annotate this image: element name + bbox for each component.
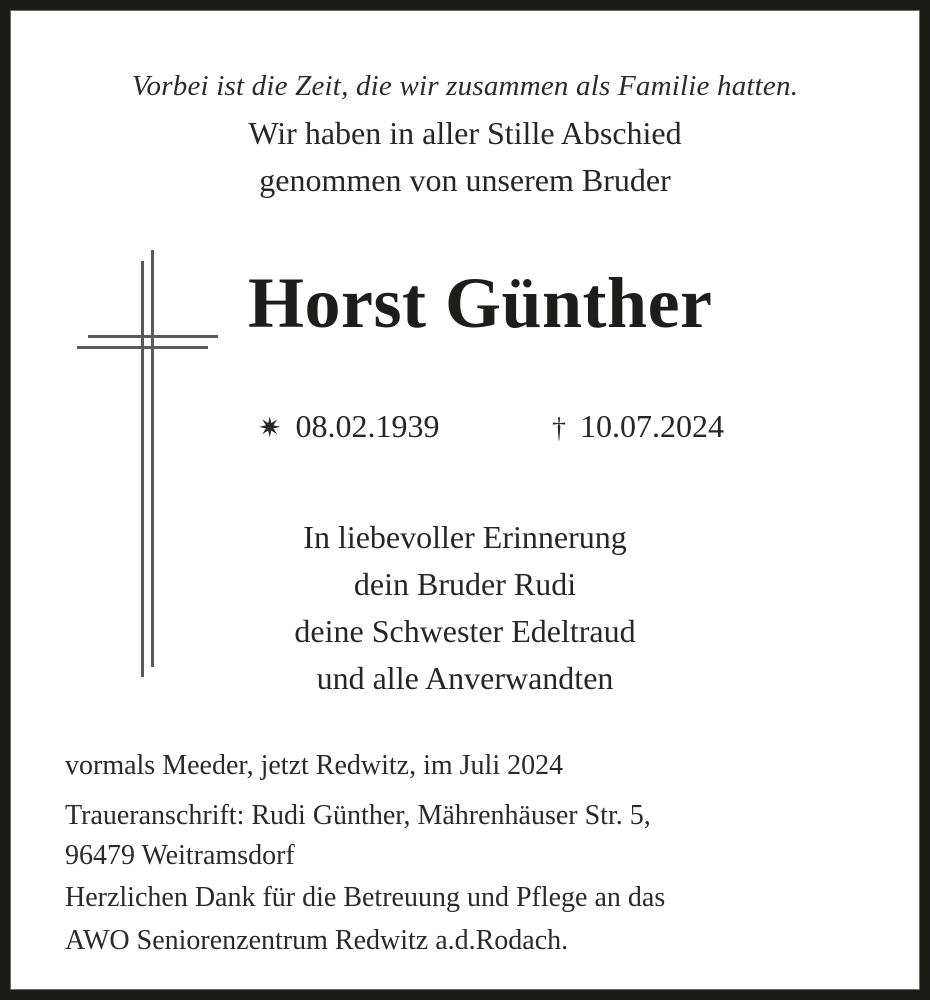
address-line-2: 96479 Weitramsdorf [65, 840, 295, 871]
mourners-line-4: und alle Anverwandten [316, 660, 614, 696]
mourners-line-3: deine Schwester Edeltraud [294, 613, 636, 649]
mourners-line-1: In liebevoller Erinnerung [303, 519, 627, 555]
address-line-1: Traueranschrift: Rudi Günther, Mährenhäuser Str. 5, [65, 800, 651, 831]
motto: Vorbei ist die Zeit, die wir zusammen als Familie hatten. [131, 70, 799, 102]
birth-date [258, 408, 439, 445]
star-icon: ✷ [258, 413, 282, 444]
death-date-value: 10.07.2024 [580, 408, 724, 444]
thanks-line-2: AWO Seniorenzentrum Redwitz a.d.Rodach. [65, 925, 569, 956]
deceased-name: Horst Günther [248, 263, 713, 343]
intro-line-2: genommen von unserem Bruder [259, 162, 671, 198]
intro-line-1: Wir haben in aller Stille Abschied [248, 115, 682, 151]
place-date-line: vormals Meeder, jetzt Redwitz, im Juli 2024 [65, 750, 564, 781]
dagger-icon: † [552, 413, 566, 444]
mourners-line-2: dein Bruder Rudi [353, 566, 577, 602]
death-date [552, 408, 724, 445]
thanks-line-1: Herzlichen Dank für die Betreuung und Pflege an das [65, 882, 666, 913]
birth-date-value: 08.02.1939 [295, 408, 440, 444]
